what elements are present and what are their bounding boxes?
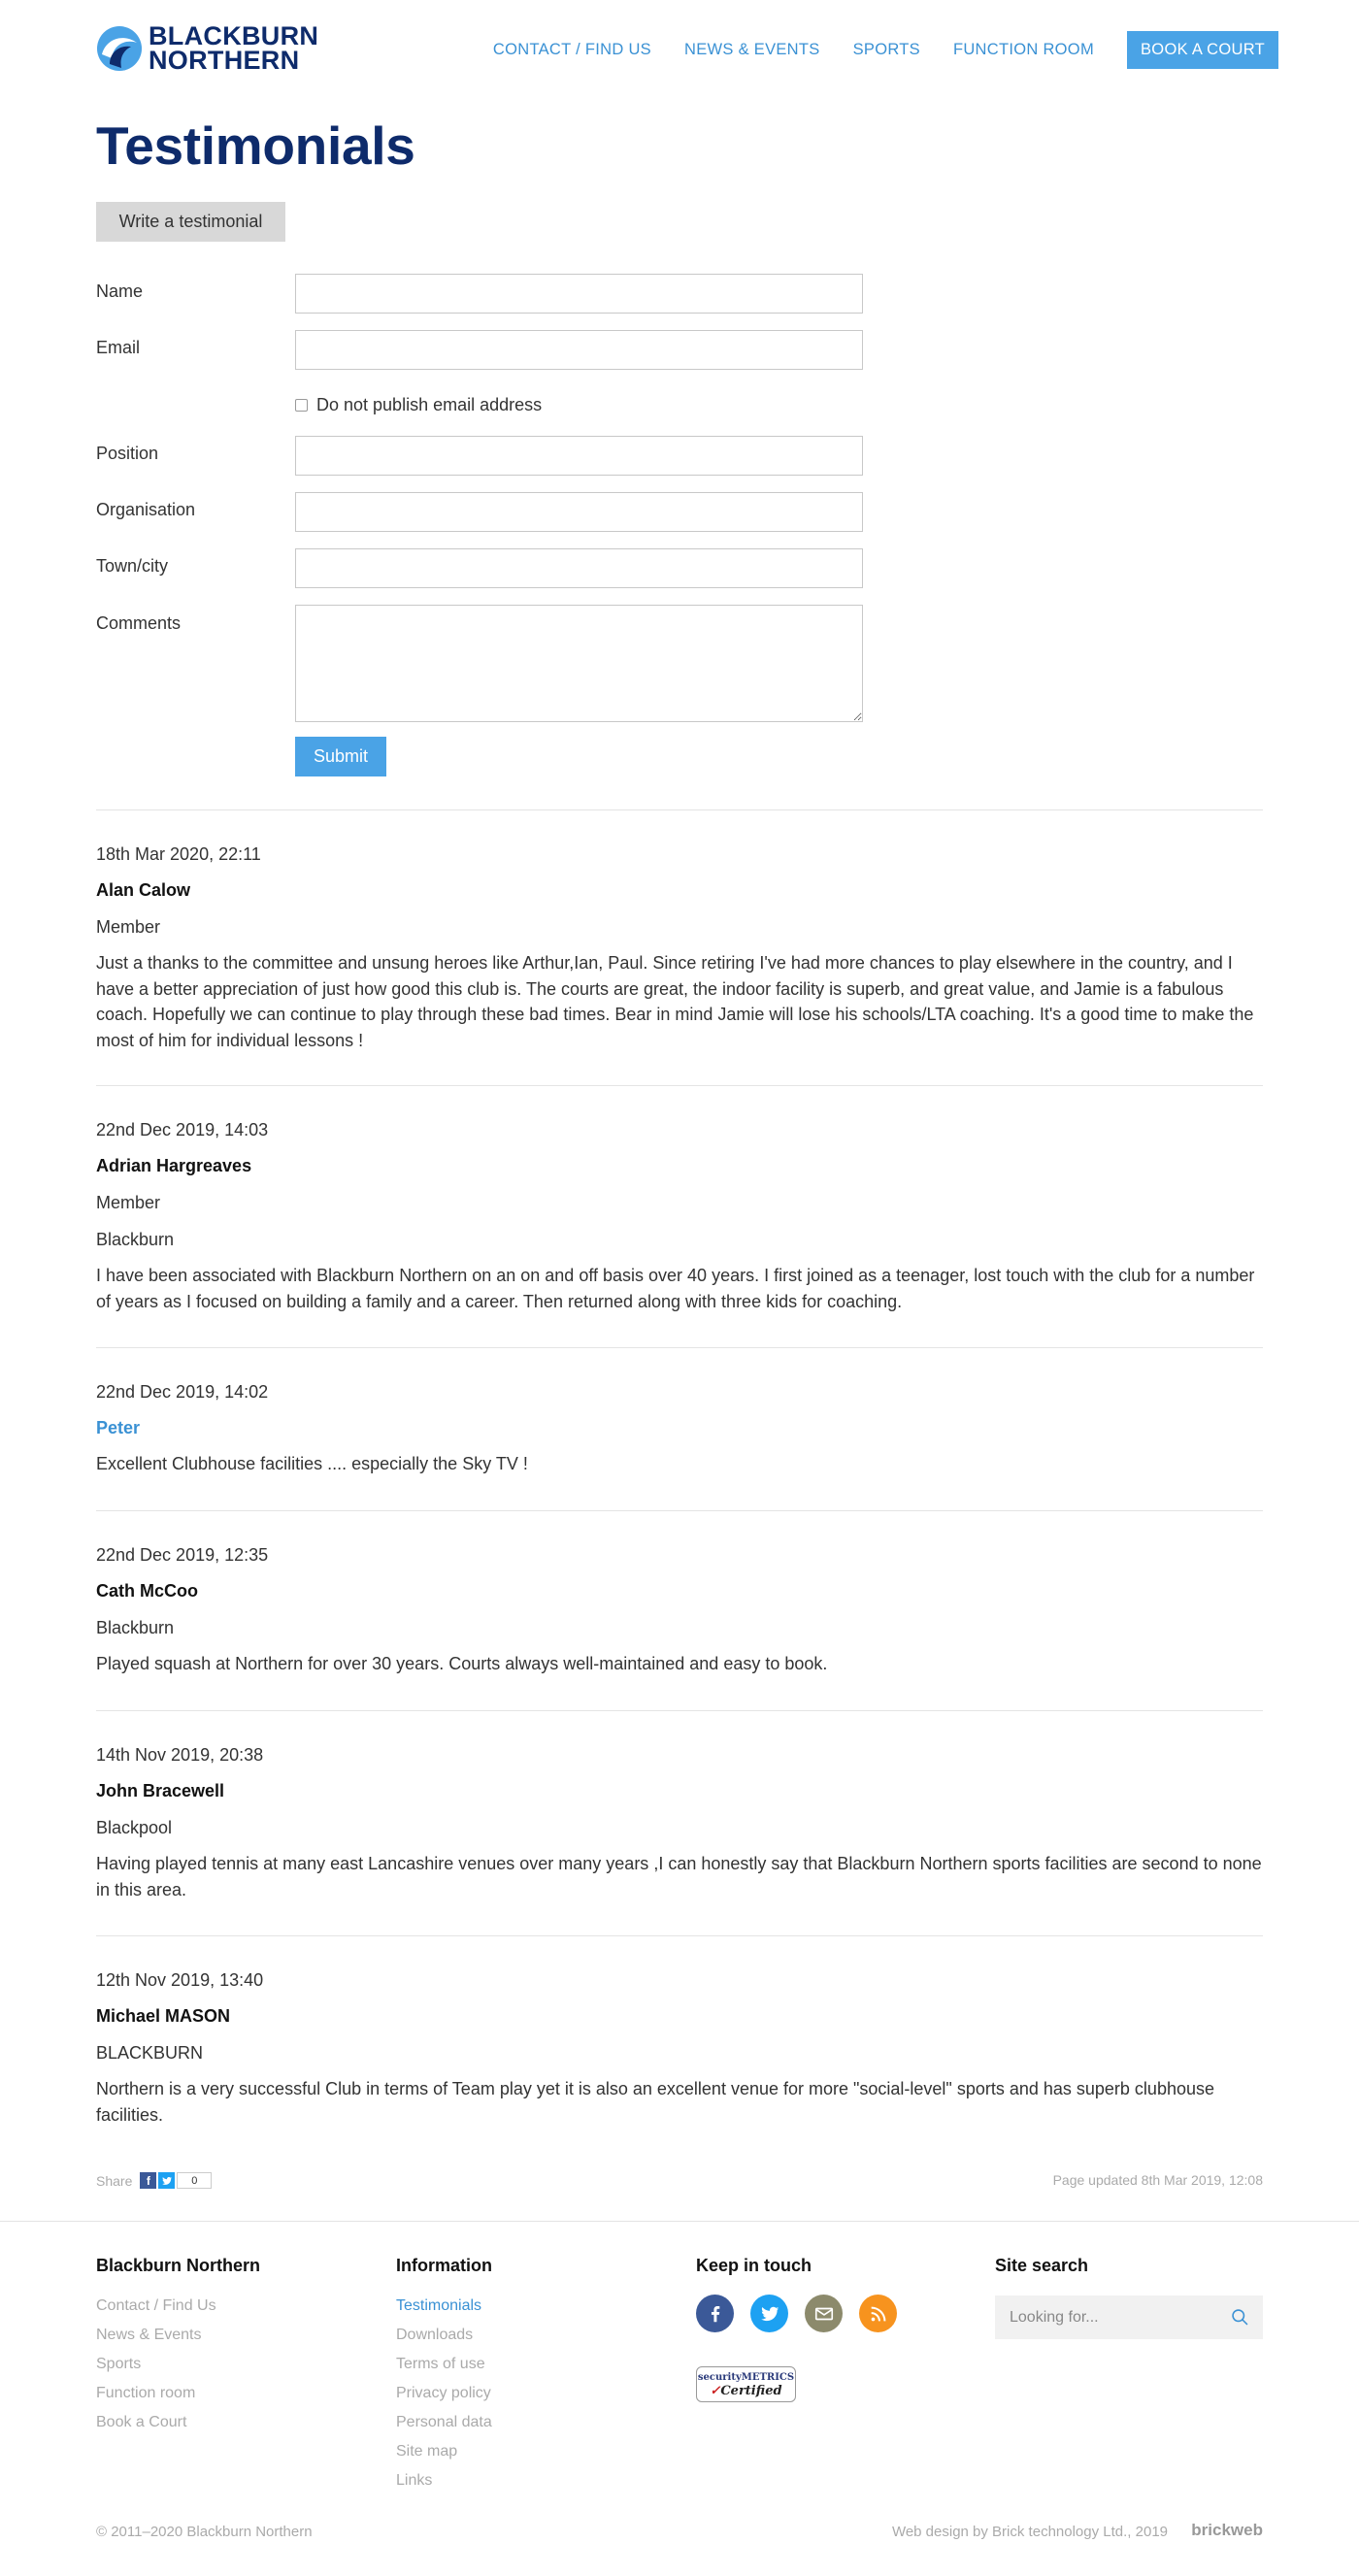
testimonial-body: Excellent Clubhouse facilities .... especially the Sky TV !	[96, 1454, 528, 1473]
testimonial-name: Adrian Hargreaves	[96, 1156, 252, 1175]
badge-top-text: securityMETRICS	[697, 2371, 795, 2383]
testimonial-town: Blackpool	[96, 1818, 173, 1837]
testimonial-name: Cath McCoo	[96, 1581, 198, 1601]
testimonial-town: Blackburn	[96, 1230, 175, 1249]
main-nav	[492, 31, 1278, 69]
testimonial-date: 18th Mar 2020, 22:11	[96, 844, 261, 864]
email-input[interactable]	[295, 330, 863, 370]
organisation-input[interactable]	[295, 492, 863, 532]
share-facebook-icon[interactable]: f	[140, 2172, 156, 2189]
divider	[96, 1510, 1263, 1511]
divider	[96, 1085, 1263, 1086]
divider	[96, 809, 1263, 810]
divider	[96, 1710, 1263, 1711]
footer-link-site-map[interactable]: Site map	[396, 2443, 458, 2460]
footer-link-privacy[interactable]: Privacy policy	[396, 2385, 491, 2401]
divider	[96, 1347, 1263, 1348]
submit-button[interactable]: Submit	[295, 737, 386, 776]
testimonial-name: John Bracewell	[96, 1781, 225, 1800]
email-icon[interactable]	[805, 2295, 843, 2332]
footer-link-function-room[interactable]: Function room	[96, 2385, 196, 2401]
testimonial-body: Having played tennis at many east Lancashire venues over many years ,I can honestly say that Blackburn Northern sports facilities are second to none in this area.	[96, 1854, 1262, 1899]
footer-divider	[0, 2221, 1359, 2222]
copyright: © 2011–2020 Blackburn Northern	[96, 2524, 313, 2540]
footer-heading-club: Blackburn Northern	[96, 2256, 261, 2275]
testimonial-name: Michael MASON	[96, 2006, 231, 2026]
town-label: Town/city	[96, 556, 169, 576]
twitter-icon[interactable]	[750, 2295, 788, 2332]
testimonial-town: Blackburn	[96, 1618, 175, 1637]
footer-heading-keep-in-touch: Keep in touch	[696, 2256, 812, 2275]
divider	[96, 1935, 1263, 1936]
footer-link-terms[interactable]: Terms of use	[396, 2356, 485, 2372]
page-updated: Page updated 8th Mar 2019, 12:08	[1052, 2172, 1263, 2188]
logo-wordmark	[149, 21, 319, 75]
check-icon: ✓	[710, 2383, 721, 2398]
testimonial-position: Member	[96, 917, 161, 937]
testimonial-date: 22nd Dec 2019, 12:35	[96, 1545, 269, 1565]
share-twitter-icon[interactable]	[158, 2172, 175, 2189]
testimonial-date: 12th Nov 2019, 13:40	[96, 1970, 264, 1990]
no-publish-checkbox[interactable]	[295, 399, 308, 412]
share-bar	[96, 2172, 212, 2189]
no-publish-row	[295, 395, 542, 415]
share-label: Share	[96, 2172, 133, 2189]
testimonial-town: BLACKBURN	[96, 2043, 204, 2063]
site-search-box	[995, 2295, 1263, 2339]
nav-sports[interactable]: SPORTS	[852, 41, 920, 58]
write-testimonial-button[interactable]: Write a testimonial	[96, 202, 285, 242]
testimonial-position: Member	[96, 1193, 161, 1212]
nav-contact[interactable]: CONTACT / FIND US	[492, 41, 651, 58]
testimonial-date: 14th Nov 2019, 20:38	[96, 1745, 264, 1765]
no-publish-label: Do not publish email address	[316, 395, 543, 414]
site-header	[0, 0, 1359, 97]
testimonial-body: Played squash at Northern for over 30 years. Courts always well-maintained and easy to book.	[96, 1654, 828, 1673]
footer-link-book-court[interactable]: Book a Court	[96, 2414, 187, 2430]
nav-function-room[interactable]: FUNCTION ROOM	[952, 41, 1094, 58]
footer-link-contact[interactable]: Contact / Find Us	[96, 2297, 216, 2314]
logo-line2: NORTHERN	[149, 46, 300, 75]
logo-line1: BLACKBURN	[149, 21, 319, 50]
position-label: Position	[96, 444, 159, 463]
site-logo[interactable]	[96, 23, 318, 74]
comments-textarea[interactable]	[295, 605, 863, 722]
logo-mark-icon	[96, 25, 143, 72]
name-label: Name	[96, 281, 144, 301]
organisation-label: Organisation	[96, 500, 196, 519]
security-badge[interactable]	[696, 2366, 796, 2402]
footer-link-downloads[interactable]: Downloads	[396, 2327, 474, 2343]
design-credit[interactable]: Web design by Brick technology Ltd., 2019	[891, 2524, 1168, 2540]
book-court-button[interactable]: BOOK A COURT	[1127, 31, 1278, 69]
footer-heading-information: Information	[396, 2256, 492, 2275]
testimonial-date: 22nd Dec 2019, 14:02	[96, 1382, 269, 1402]
testimonial-body: Northern is a very successful Club in terms of Team play yet it is also an excellent venue for more "social-level" sports and has superb clubhouse facilities.	[96, 2079, 1214, 2125]
footer-heading-site-search: Site search	[995, 2256, 1089, 2275]
rss-icon[interactable]	[859, 2295, 897, 2332]
position-input[interactable]	[295, 436, 863, 476]
footer-link-personal-data[interactable]: Personal data	[396, 2414, 492, 2430]
footer-link-links[interactable]: Links	[396, 2472, 433, 2489]
search-icon[interactable]	[1230, 2307, 1250, 2328]
badge-bottom-text: Certified	[720, 2383, 782, 2398]
nav-news-events[interactable]: NEWS & EVENTS	[683, 41, 820, 58]
footer-link-sports[interactable]: Sports	[96, 2356, 142, 2372]
search-input[interactable]	[1010, 2309, 1218, 2327]
facebook-icon[interactable]	[696, 2295, 734, 2332]
email-label: Email	[96, 338, 141, 357]
share-count: 0	[177, 2172, 212, 2189]
testimonial-date: 22nd Dec 2019, 14:03	[96, 1120, 269, 1139]
brickweb-logo[interactable]: brickweb	[1191, 2521, 1263, 2539]
comments-label: Comments	[96, 613, 182, 633]
name-input[interactable]	[295, 274, 863, 314]
testimonial-body: Just a thanks to the committee and unsung heroes like Arthur,Ian, Paul. Since retiring I've had more chances to play elsewhere in the country, and I have a better appreciation of just how good this club is. The courts are great, the indoor facility is superb, and great value, and Jamie is a fabulous coach. Hopefully we can continue to play through these bad times. Bear in mind Jamie will lose his schools/LTA coaching. It's a good time to make the most of him for individual lessons !	[96, 953, 1254, 1050]
testimonial-body: I have been associated with Blackburn Northern on an on and off basis over 40 years. I first joined as a teenager, lost touch with the club for a number of years as I focused on building a family and a career. Then returned along with three kids for coaching.	[96, 1266, 1255, 1311]
testimonial-name-link[interactable]: Peter	[96, 1418, 141, 1437]
footer-link-news[interactable]: News & Events	[96, 2327, 202, 2343]
town-input[interactable]	[295, 548, 863, 588]
page-title: Testimonials	[96, 116, 415, 176]
footer-link-testimonials[interactable]: Testimonials	[396, 2297, 482, 2314]
testimonial-name: Alan Calow	[96, 880, 191, 900]
badge-bottom	[710, 2385, 781, 2398]
